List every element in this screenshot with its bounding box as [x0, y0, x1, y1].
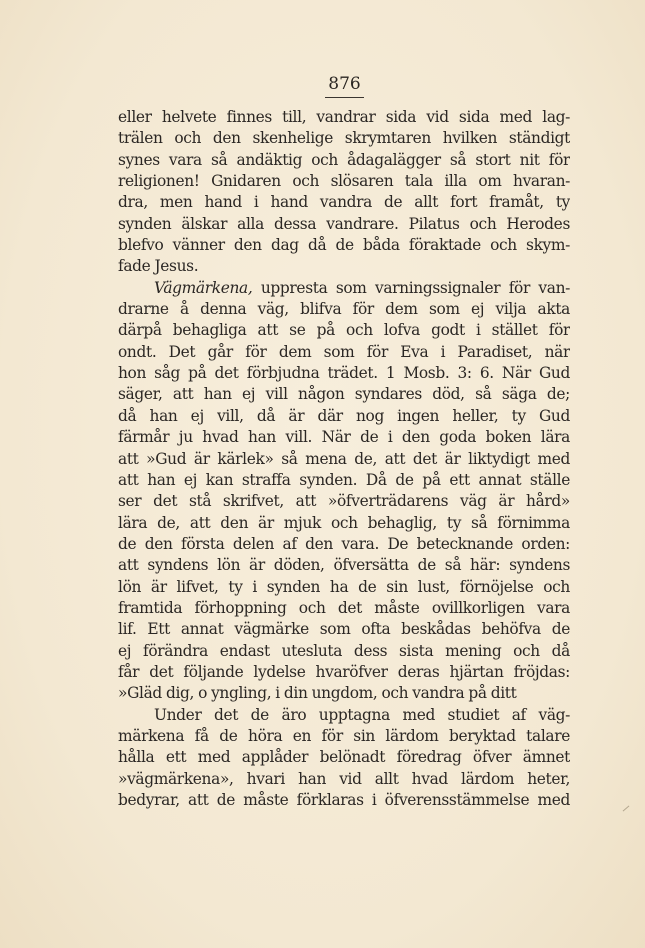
- text-line: trälen och den skenhelige skrymtaren hvilken ständigt: [118, 129, 570, 148]
- text-line: religionen! Gnidaren och slösaren tala illa om hvaran-: [118, 172, 570, 191]
- text-line: då han ej vill, då är där nog ingen heller, ty Gud: [118, 406, 570, 425]
- text-line: dra, men hand i hand vandra de allt fort framåt, ty: [118, 193, 570, 212]
- text-line: hon såg på det förbjudna trädet. 1 Mosb. 3: 6. När Gud: [118, 364, 570, 383]
- margin-mark: [623, 806, 630, 812]
- text-line: bedyrar, att de måste förklaras i öfverensstämmelse med: [118, 791, 570, 809]
- page-number-text: 876: [325, 74, 363, 98]
- body-text: [118, 107, 570, 811]
- text-line: lif. Ett annat vägmärke som ofta beskådas behöfva de: [118, 620, 570, 639]
- page-number: [0, 74, 645, 98]
- text-line: att han ej kan straffa synden. Då de på ett annat ställe: [118, 470, 570, 489]
- text-line: färmår ju hvad han vill. När de i den goda boken lära: [118, 428, 570, 447]
- text-line: drarne å denna väg, blifva för dem som ej vilja akta: [118, 300, 570, 319]
- text-line: »Gläd dig, o yngling, i din ungdom, och vandra på ditt: [118, 684, 517, 703]
- text-line: de den första delen af den vara. De betecknande orden:: [118, 534, 570, 553]
- text-line: framtida förhoppning och det måste ovillkorligen vara: [118, 598, 570, 617]
- text-line: synes vara så andäktig och ådagalägger så stort nit för: [118, 150, 570, 169]
- text-line: att »Gud är kärlek» så mena de, att det är liktydigt med: [118, 449, 570, 468]
- text-line: blefvo vänner den dag då de båda föraktade och skym-: [118, 236, 570, 255]
- text-line: synden älskar alla dessa vandrare. Pilatus och Herodes: [118, 214, 570, 233]
- italic-term: Vägmärkena,: [154, 278, 253, 297]
- text-line: eller helvete finnes till, vandrar sida vid sida med lag-: [118, 108, 570, 126]
- text-line: märkena få de höra en för sin lärdom beryktad talare: [118, 726, 570, 745]
- text-line: säger, att han ej vill någon syndares död, så säga de;: [118, 385, 570, 404]
- text-line: fade Jesus.: [118, 257, 199, 276]
- text-line: får det följande lydelse hvaröfver deras hjärtan fröjdas:: [118, 662, 570, 681]
- text-line: [118, 278, 570, 299]
- text-line: Under det de äro upptagna med studiet af väg-: [154, 705, 570, 724]
- text-line: därpå behagliga att se på och lofva godt i stället för: [118, 321, 570, 340]
- text-line: »vägmärkena», hvari han vid allt hvad lärdom heter,: [118, 769, 570, 788]
- text-line: ondt. Det går för dem som för Eva i Paradiset, när: [118, 342, 570, 361]
- text-line: ej förändra endast utesluta dess sista mening och då: [118, 641, 570, 660]
- text-line: lön är lifvet, ty i synden ha de sin lust, förnöjelse och: [118, 577, 570, 596]
- text-line: ser det stå skrifvet, att »öfverträdarens väg är hård»: [118, 492, 570, 511]
- text-line: lära de, att den är mjuk och behaglig, ty så förnimma: [118, 513, 570, 532]
- text-line: hålla ett med applåder belönadt föredrag öfver ämnet: [118, 748, 570, 767]
- text-line: att syndens lön är döden, öfversätta de så här: syndens: [118, 556, 570, 575]
- text-span: uppresta som varningssignaler för van-: [252, 278, 570, 297]
